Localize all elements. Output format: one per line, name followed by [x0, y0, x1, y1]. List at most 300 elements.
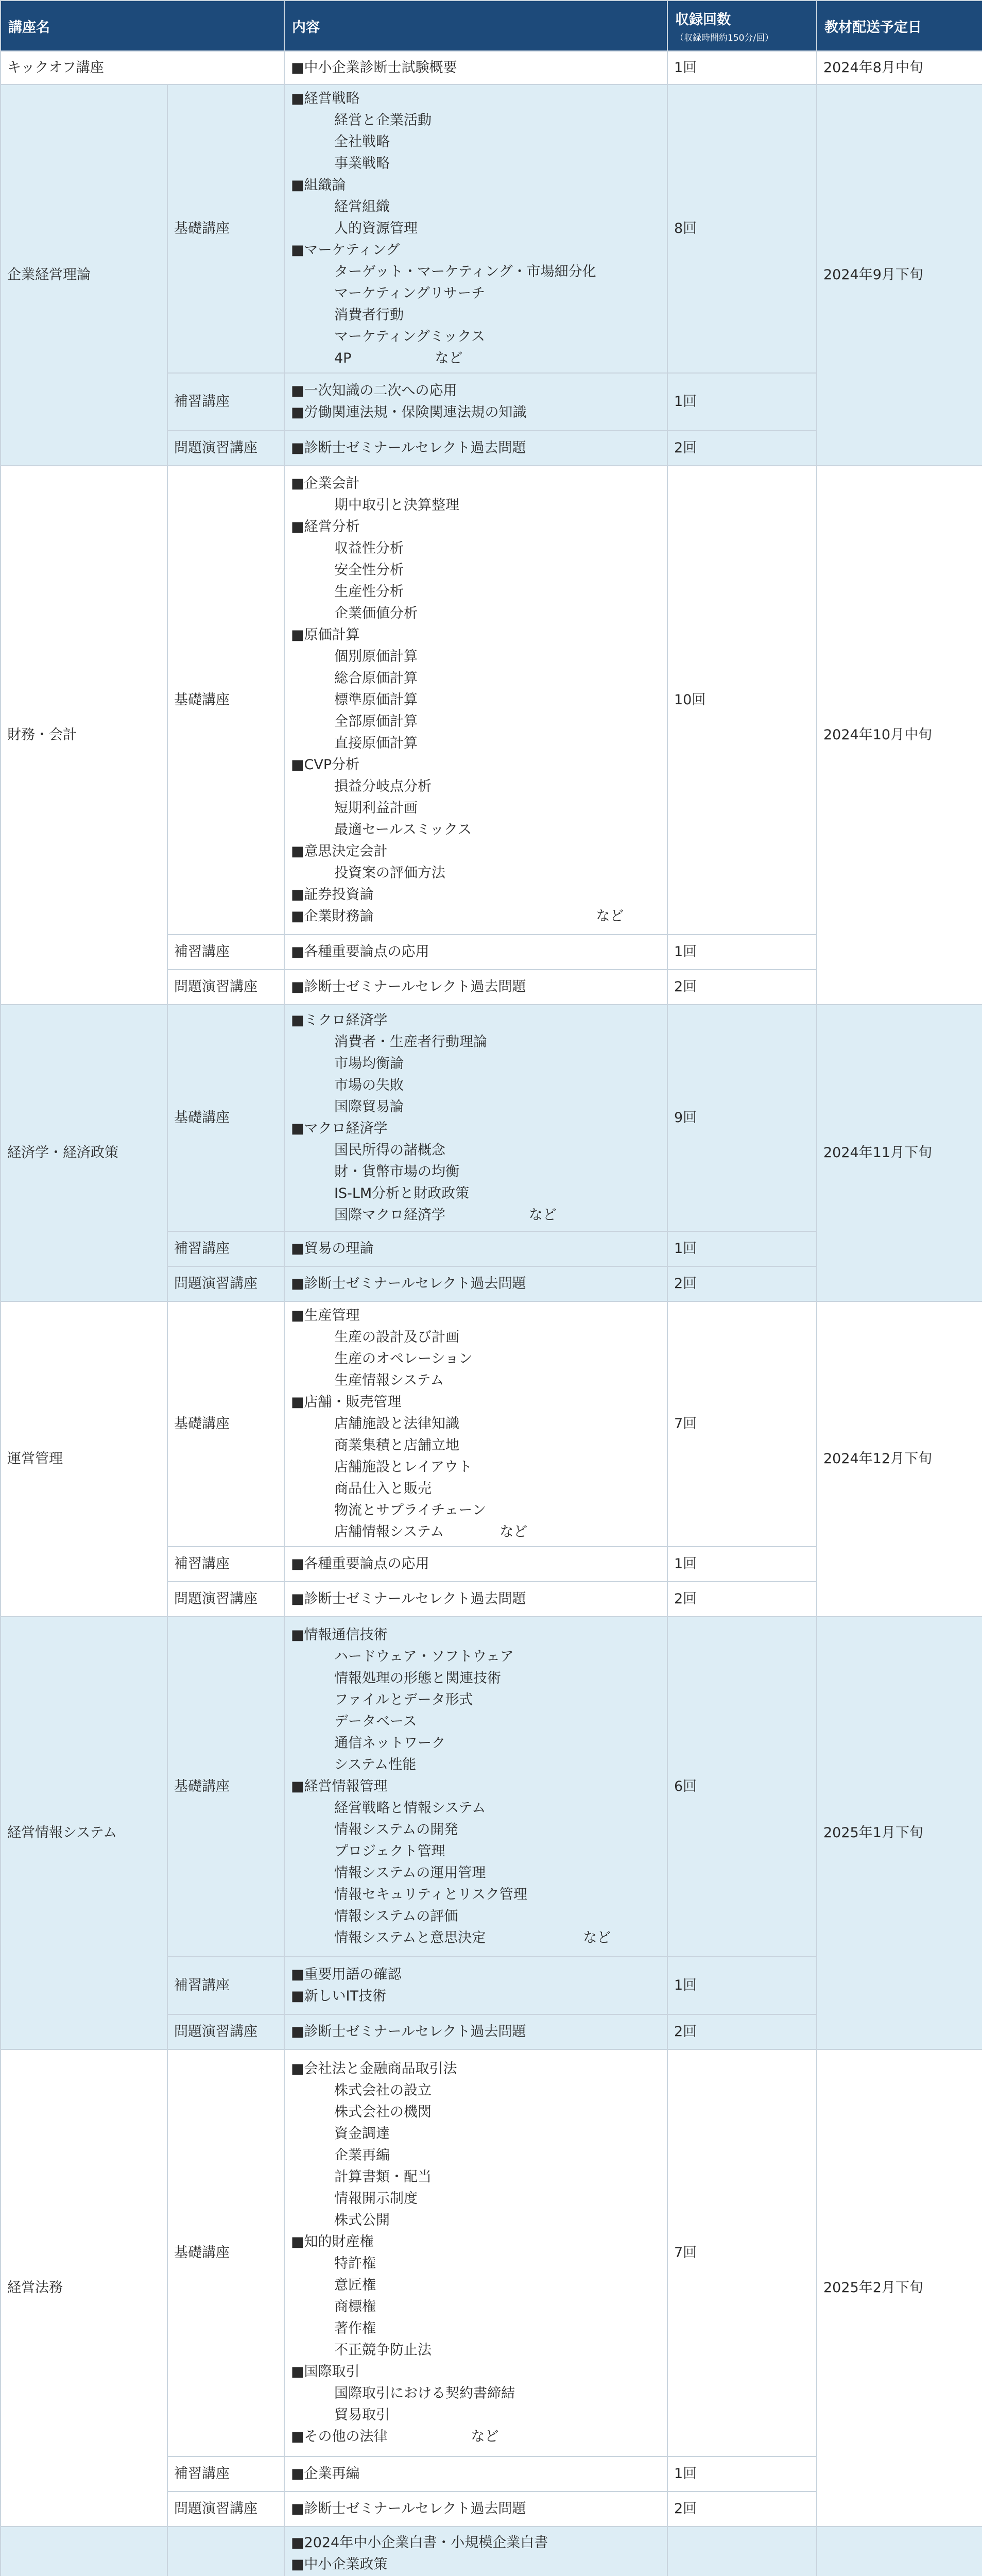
content-item	[291, 976, 661, 998]
sub-course-cell: 補習講座	[167, 2456, 284, 2492]
content-item	[291, 1273, 661, 1295]
content-text: ■意思決定会計	[291, 843, 388, 859]
content-item	[291, 88, 661, 110]
session-count-cell: 1回	[667, 1957, 817, 2014]
content-text: 消費者行動	[334, 307, 404, 323]
table-row	[1, 51, 982, 84]
session-count-cell: 2回	[667, 1582, 817, 1617]
content-text: 物流とサプライチェーン	[334, 1502, 486, 1518]
course-name-cell: キックオフ講座	[1, 51, 284, 84]
content-subitem	[291, 733, 661, 754]
content-text: ■一次知識の二次への応用	[291, 383, 457, 399]
session-count-cell: 1回	[667, 1231, 817, 1266]
content-subitem	[291, 110, 661, 131]
content-item	[291, 754, 661, 776]
content-text: 企業再編	[334, 2147, 390, 2163]
sub-course-cell: 補習講座	[167, 1547, 284, 1582]
content-item	[291, 2361, 661, 2383]
content-text: 国際貿易論	[334, 1099, 404, 1115]
content-subitem	[291, 2145, 661, 2166]
content-item	[291, 2463, 661, 2485]
content-subitem	[291, 1689, 661, 1711]
content-item	[291, 473, 661, 495]
content-etc-note: など	[529, 1207, 557, 1223]
content-cell	[284, 2049, 667, 2456]
content-cell	[284, 1957, 667, 2014]
content-text: ■原価計算	[291, 627, 360, 643]
sub-course-cell: 問題演習講座	[167, 2014, 284, 2049]
content-item	[291, 624, 661, 646]
header-delivery-date: 教材配送予定日	[817, 1, 982, 51]
content-cell	[284, 1266, 667, 1301]
content-text: ■新しいIT技術	[291, 1988, 386, 2004]
content-item	[291, 1553, 661, 1575]
content-text: ■診断士ゼミナールセレクト過去問題	[291, 1276, 526, 1292]
content-text: 国際取引における契約書締結	[334, 2385, 515, 2401]
content-text: ■経営戦略	[291, 91, 360, 107]
content-subitem	[291, 1348, 661, 1370]
content-text: 生産の設計及び計画	[334, 1329, 459, 1345]
content-text: ■労働関連法規・保険関連法規の知識	[291, 404, 527, 420]
content-subitem	[291, 1884, 661, 1906]
content-text: ■診断士ゼミナールセレクト過去問題	[291, 440, 526, 456]
content-cell	[284, 2456, 667, 2492]
content-subitem	[291, 1031, 661, 1053]
content-text: 店舗施設と法律知識	[334, 1416, 459, 1432]
sub-course-cell: 補習講座	[167, 373, 284, 431]
content-item	[291, 906, 661, 927]
content-cell	[284, 1547, 667, 1582]
sub-course-cell: 補習講座	[167, 935, 284, 970]
content-subitem	[291, 2253, 661, 2275]
content-subitem	[291, 1521, 661, 1543]
content-text: ターゲット・マーケティング・市場細分化	[334, 264, 596, 280]
content-subitem	[291, 1798, 661, 1819]
content-item	[291, 1392, 661, 1413]
content-text: 貿易取引	[334, 2407, 390, 2423]
content-text: ■CVP分析	[291, 757, 360, 773]
content-item	[291, 175, 661, 196]
content-text: IS-LM分析と財政政策	[334, 1185, 470, 1201]
content-text: 情報システムと意思決定	[334, 1930, 486, 1946]
content-subitem	[291, 283, 661, 304]
content-subitem	[291, 1096, 661, 1118]
content-text: 情報システムの評価	[334, 1908, 458, 1924]
delivery-date-cell: 2025年1月下旬	[817, 1617, 982, 2049]
content-subitem	[291, 1413, 661, 1435]
sub-course-cell: 基礎講座	[167, 1617, 284, 1957]
session-count-cell: 9回	[667, 1005, 817, 1231]
content-cell	[284, 1617, 667, 1957]
content-subitem	[291, 2296, 661, 2318]
delivery-date-cell: 2024年12月下旬	[817, 1301, 982, 1617]
content-text: ■マーケティング	[291, 242, 400, 258]
sub-course-cell: 補習講座	[167, 1957, 284, 2014]
content-text: 店舗情報システム	[334, 1524, 444, 1540]
sub-course-cell: 基礎講座	[167, 1301, 284, 1547]
content-subitem	[291, 261, 661, 283]
content-cell	[284, 2014, 667, 2049]
content-etc-note: など	[596, 908, 624, 924]
sub-course-cell: 問題演習講座	[167, 1582, 284, 1617]
content-text: ■診断士ゼミナールセレクト過去問題	[291, 2024, 526, 2040]
table-row	[1, 1617, 982, 1957]
content-subitem	[291, 1183, 661, 1205]
content-text: 店舗施設とレイアウト	[334, 1459, 472, 1475]
content-text: 財・貨幣市場の均衡	[334, 1164, 459, 1180]
content-text: データベース	[334, 1714, 417, 1730]
content-subitem	[291, 1053, 661, 1075]
content-item	[291, 2021, 661, 2043]
sub-course-cell: 基礎講座	[167, 2049, 284, 2456]
content-cell	[284, 84, 667, 373]
content-cell	[284, 373, 667, 431]
content-subitem	[291, 2383, 661, 2404]
content-text: ■企業会計	[291, 476, 360, 492]
content-subitem	[291, 1927, 661, 1949]
content-subitem	[291, 689, 661, 711]
content-text: 事業戦略	[334, 156, 390, 172]
table-row	[1, 2049, 982, 2456]
sub-course-cell	[167, 2527, 284, 2576]
content-item	[291, 402, 661, 423]
session-count-cell: 2回	[667, 2492, 817, 2527]
content-item	[291, 1986, 661, 2007]
content-subitem	[291, 668, 661, 689]
content-text: 情報システムの運用管理	[334, 1865, 486, 1881]
content-cell	[284, 2527, 667, 2576]
content-text: 計算書類・配当	[334, 2169, 432, 2185]
content-text: 安全性分析	[334, 562, 404, 578]
content-text: 最適セールスミックス	[334, 822, 472, 838]
content-text: ■各種重要論点の応用	[291, 1556, 429, 1572]
content-subitem	[291, 2166, 661, 2188]
content-subitem	[291, 218, 661, 240]
content-text: ■診断士ゼミナールセレクト過去問題	[291, 979, 526, 995]
content-text: 著作権	[334, 2320, 376, 2336]
content-text: 商業集積と店舗立地	[334, 1437, 459, 1453]
content-text: 情報システムの開発	[334, 1822, 458, 1838]
content-cell	[284, 51, 667, 84]
content-item	[291, 380, 661, 402]
content-subitem	[291, 153, 661, 175]
content-subitem	[291, 1646, 661, 1668]
session-count-cell: 7回	[667, 2049, 817, 2456]
content-cell	[284, 431, 667, 466]
header-count-label: 収録回数	[675, 12, 731, 28]
content-text: 期中取引と決算整理	[334, 497, 459, 513]
content-item	[291, 884, 661, 906]
content-subitem	[291, 1140, 661, 1161]
content-item	[291, 1305, 661, 1327]
session-count-cell: 2回	[667, 970, 817, 1005]
content-item	[291, 57, 661, 79]
content-text: 人的資源管理	[334, 221, 418, 236]
content-text: ■証券投資論	[291, 887, 374, 903]
content-text: ハードウェア・ソフトウェア	[334, 1649, 514, 1665]
content-text: 市場均衡論	[334, 1056, 404, 1072]
content-text: 生産性分析	[334, 584, 404, 600]
content-subitem	[291, 2210, 661, 2231]
delivery-date-cell: 2024年11月下旬	[817, 1005, 982, 1301]
content-etc-note: など	[499, 1524, 528, 1540]
content-text: 損益分岐点分析	[334, 778, 432, 794]
content-text: ファイルとデータ形式	[334, 1692, 473, 1708]
content-subitem	[291, 2340, 661, 2361]
content-cell	[284, 466, 667, 935]
table-row	[1, 2527, 982, 2576]
content-item	[291, 2498, 661, 2520]
content-item	[291, 1010, 661, 1031]
course-name-cell: 運営管理	[1, 1301, 167, 1617]
content-text: 全社戦略	[334, 134, 390, 150]
content-subitem	[291, 798, 661, 819]
sub-course-cell: 問題演習講座	[167, 1266, 284, 1301]
session-count-cell: 10回	[667, 466, 817, 935]
table-row	[1, 466, 982, 935]
content-text: 国民所得の諸概念	[334, 1142, 445, 1158]
content-subitem	[291, 2318, 661, 2340]
content-subitem	[291, 2404, 661, 2426]
table-header	[1, 1, 982, 51]
content-subitem	[291, 560, 661, 581]
content-text: ■情報通信技術	[291, 1627, 388, 1643]
course-name-cell: 経済学・経済政策	[1, 1005, 167, 1301]
session-count-cell: 2回	[667, 1266, 817, 1301]
delivery-date-cell: 2025年2月下旬	[817, 2049, 982, 2527]
content-text: ■各種重要論点の応用	[291, 944, 429, 960]
content-etc-note: など	[435, 350, 463, 366]
content-cell	[284, 1301, 667, 1547]
content-subitem	[291, 495, 661, 516]
content-cell	[284, 2492, 667, 2527]
content-item	[291, 2058, 661, 2080]
content-text: 情報開示制度	[334, 2191, 418, 2207]
content-text: 商品仕入と販売	[334, 1481, 432, 1497]
content-item	[291, 941, 661, 963]
content-text: ■店舗・販売管理	[291, 1394, 402, 1410]
course-name-cell	[1, 2527, 167, 2576]
content-text: マーケティングリサーチ	[334, 285, 486, 301]
content-text: ■2024年中小企業白書・小規模企業白書	[291, 2535, 548, 2551]
course-name-cell: 企業経営理論	[1, 84, 167, 466]
content-subitem	[291, 1161, 661, 1183]
content-item	[291, 2554, 661, 2575]
sub-course-cell: 問題演習講座	[167, 2492, 284, 2527]
content-text: 株式公開	[334, 2212, 390, 2228]
content-text: ■国際取引	[291, 2364, 360, 2380]
content-text: 投資案の評価方法	[334, 865, 445, 881]
session-count-cell: 1回	[667, 2456, 817, 2492]
content-text: 情報セキュリティとリスク管理	[334, 1887, 527, 1903]
content-subitem	[291, 538, 661, 560]
content-subitem	[291, 1668, 661, 1689]
content-item	[291, 437, 661, 459]
content-subitem	[291, 2123, 661, 2145]
delivery-date-cell: 2024年9月下旬	[817, 84, 982, 466]
content-text: マーケティングミックス	[334, 329, 485, 345]
session-count-cell: 1回	[667, 373, 817, 431]
content-text: ■重要用語の確認	[291, 1967, 402, 1982]
sub-course-cell: 問題演習講座	[167, 431, 284, 466]
content-subitem	[291, 348, 661, 369]
content-cell	[284, 970, 667, 1005]
content-text: 情報処理の形態と関連技術	[334, 1670, 501, 1686]
content-cell	[284, 935, 667, 970]
content-text: 収益性分析	[334, 540, 404, 556]
content-subitem	[291, 2102, 661, 2123]
content-text: 個別原価計算	[334, 649, 418, 665]
course-name-cell: 経営情報システム	[1, 1617, 167, 2049]
content-text: ■診断士ゼミナールセレクト過去問題	[291, 1591, 526, 1607]
content-text: 標準原価計算	[334, 692, 418, 708]
content-subitem	[291, 776, 661, 798]
content-item	[291, 841, 661, 862]
content-text: 商標権	[334, 2299, 376, 2315]
content-text: ■その他の法律	[291, 2429, 388, 2445]
content-subitem	[291, 1819, 661, 1841]
content-subitem	[291, 131, 661, 153]
content-item	[291, 516, 661, 538]
table-row	[1, 1005, 982, 1231]
header-count-note: （収録時間約150分/回）	[675, 33, 774, 43]
content-text: 全部原価計算	[334, 714, 418, 730]
sub-course-cell: 問題演習講座	[167, 970, 284, 1005]
content-text: 国際マクロ経済学	[334, 1207, 445, 1223]
content-text: ■会社法と金融商品取引法	[291, 2061, 457, 2077]
content-subitem	[291, 646, 661, 668]
content-text: 通信ネットワーク	[334, 1735, 445, 1751]
content-subitem	[291, 862, 661, 884]
content-cell	[284, 1582, 667, 1617]
content-subitem	[291, 1841, 661, 1862]
delivery-date-cell: 2024年10月中旬	[817, 466, 982, 1005]
content-etc-note: など	[471, 2429, 499, 2445]
content-text: 市場の失敗	[334, 1077, 404, 1093]
course-name-cell: 経営法務	[1, 2049, 167, 2527]
session-count-cell: 2回	[667, 431, 817, 466]
content-text: 不正競争防止法	[334, 2342, 432, 2358]
content-text: プロジェクト管理	[334, 1843, 445, 1859]
session-count-cell: 1回	[667, 935, 817, 970]
content-subitem	[291, 1478, 661, 1500]
content-subitem	[291, 2275, 661, 2296]
content-text: 消費者・生産者行動理論	[334, 1034, 487, 1050]
session-count-cell: 1回	[667, 1547, 817, 1582]
content-text: ■マクロ経済学	[291, 1121, 388, 1137]
session-count-cell: 1回	[667, 51, 817, 84]
content-subitem	[291, 304, 661, 326]
content-text: ■中小企業診断士試験概要	[291, 59, 457, 76]
session-count-cell	[667, 2527, 817, 2576]
table-body	[1, 51, 982, 2576]
content-subitem	[291, 2188, 661, 2210]
content-cell	[284, 1231, 667, 1266]
content-subitem	[291, 711, 661, 733]
content-text: 総合原価計算	[334, 670, 418, 686]
content-text: 経営組織	[334, 199, 390, 215]
content-item	[291, 1964, 661, 1986]
content-text: ■経営情報管理	[291, 1778, 388, 1794]
content-subitem	[291, 1862, 661, 1884]
session-count-cell: 7回	[667, 1301, 817, 1547]
content-subitem	[291, 1327, 661, 1348]
content-subitem	[291, 326, 661, 348]
course-name-cell: 財務・会計	[1, 466, 167, 1005]
content-text: ■貿易の理論	[291, 1241, 374, 1257]
table-row	[1, 84, 982, 373]
content-text: ■生産管理	[291, 1308, 360, 1324]
content-subitem	[291, 1754, 661, 1776]
content-subitem	[291, 1370, 661, 1392]
content-text: 株式会社の機関	[334, 2104, 432, 2120]
content-text: システム性能	[334, 1757, 417, 1773]
content-text: ■企業財務論	[291, 908, 374, 924]
content-subitem	[291, 1711, 661, 1733]
content-text: 生産のオペレーション	[334, 1351, 473, 1367]
table-row	[1, 1301, 982, 1547]
content-text: ■経営分析	[291, 519, 360, 535]
header-course-name: 講座名	[1, 1, 284, 51]
content-item	[291, 1624, 661, 1646]
content-subitem	[291, 1205, 661, 1226]
content-subitem	[291, 603, 661, 624]
content-subitem	[291, 819, 661, 841]
content-item	[291, 2532, 661, 2554]
content-item	[291, 1118, 661, 1140]
content-subitem	[291, 2080, 661, 2102]
content-text: 経営と企業活動	[334, 112, 432, 128]
content-subitem	[291, 1456, 661, 1478]
content-subitem	[291, 1500, 661, 1521]
content-item	[291, 240, 661, 261]
content-item	[291, 1588, 661, 1610]
content-item	[291, 2231, 661, 2253]
content-text: ■診断士ゼミナールセレクト過去問題	[291, 2501, 526, 2517]
sub-course-cell: 基礎講座	[167, 84, 284, 373]
content-subitem	[291, 1733, 661, 1754]
session-count-cell: 8回	[667, 84, 817, 373]
delivery-date-cell	[817, 2527, 982, 2576]
content-text: ■中小企業政策	[291, 2556, 388, 2572]
content-text: ■知的財産権	[291, 2234, 374, 2250]
header-row	[1, 1, 982, 51]
content-text: 意匠権	[334, 2277, 376, 2293]
content-text: 株式会社の設立	[334, 2082, 432, 2098]
content-item	[291, 2426, 661, 2448]
content-text: 特許権	[334, 2256, 376, 2272]
content-text: 生産情報システム	[334, 1372, 444, 1388]
content-text: ■企業再編	[291, 2466, 360, 2482]
content-text: 4P	[334, 350, 352, 366]
content-item	[291, 1238, 661, 1260]
content-text: 直接原価計算	[334, 735, 418, 751]
content-subitem	[291, 1075, 661, 1096]
content-subitem	[291, 1435, 661, 1456]
content-text: ■組織論	[291, 177, 346, 193]
content-etc-note: など	[583, 1930, 611, 1946]
session-count-cell: 2回	[667, 2014, 817, 2049]
content-text: 資金調達	[334, 2126, 390, 2142]
session-count-cell: 6回	[667, 1617, 817, 1957]
content-text: ■ミクロ経済学	[291, 1012, 388, 1028]
sub-course-cell: 基礎講座	[167, 1005, 284, 1231]
delivery-date-cell: 2024年8月中旬	[817, 51, 982, 84]
content-subitem	[291, 581, 661, 603]
sub-course-cell: 補習講座	[167, 1231, 284, 1266]
header-session-count	[667, 1, 817, 51]
content-cell	[284, 1005, 667, 1231]
